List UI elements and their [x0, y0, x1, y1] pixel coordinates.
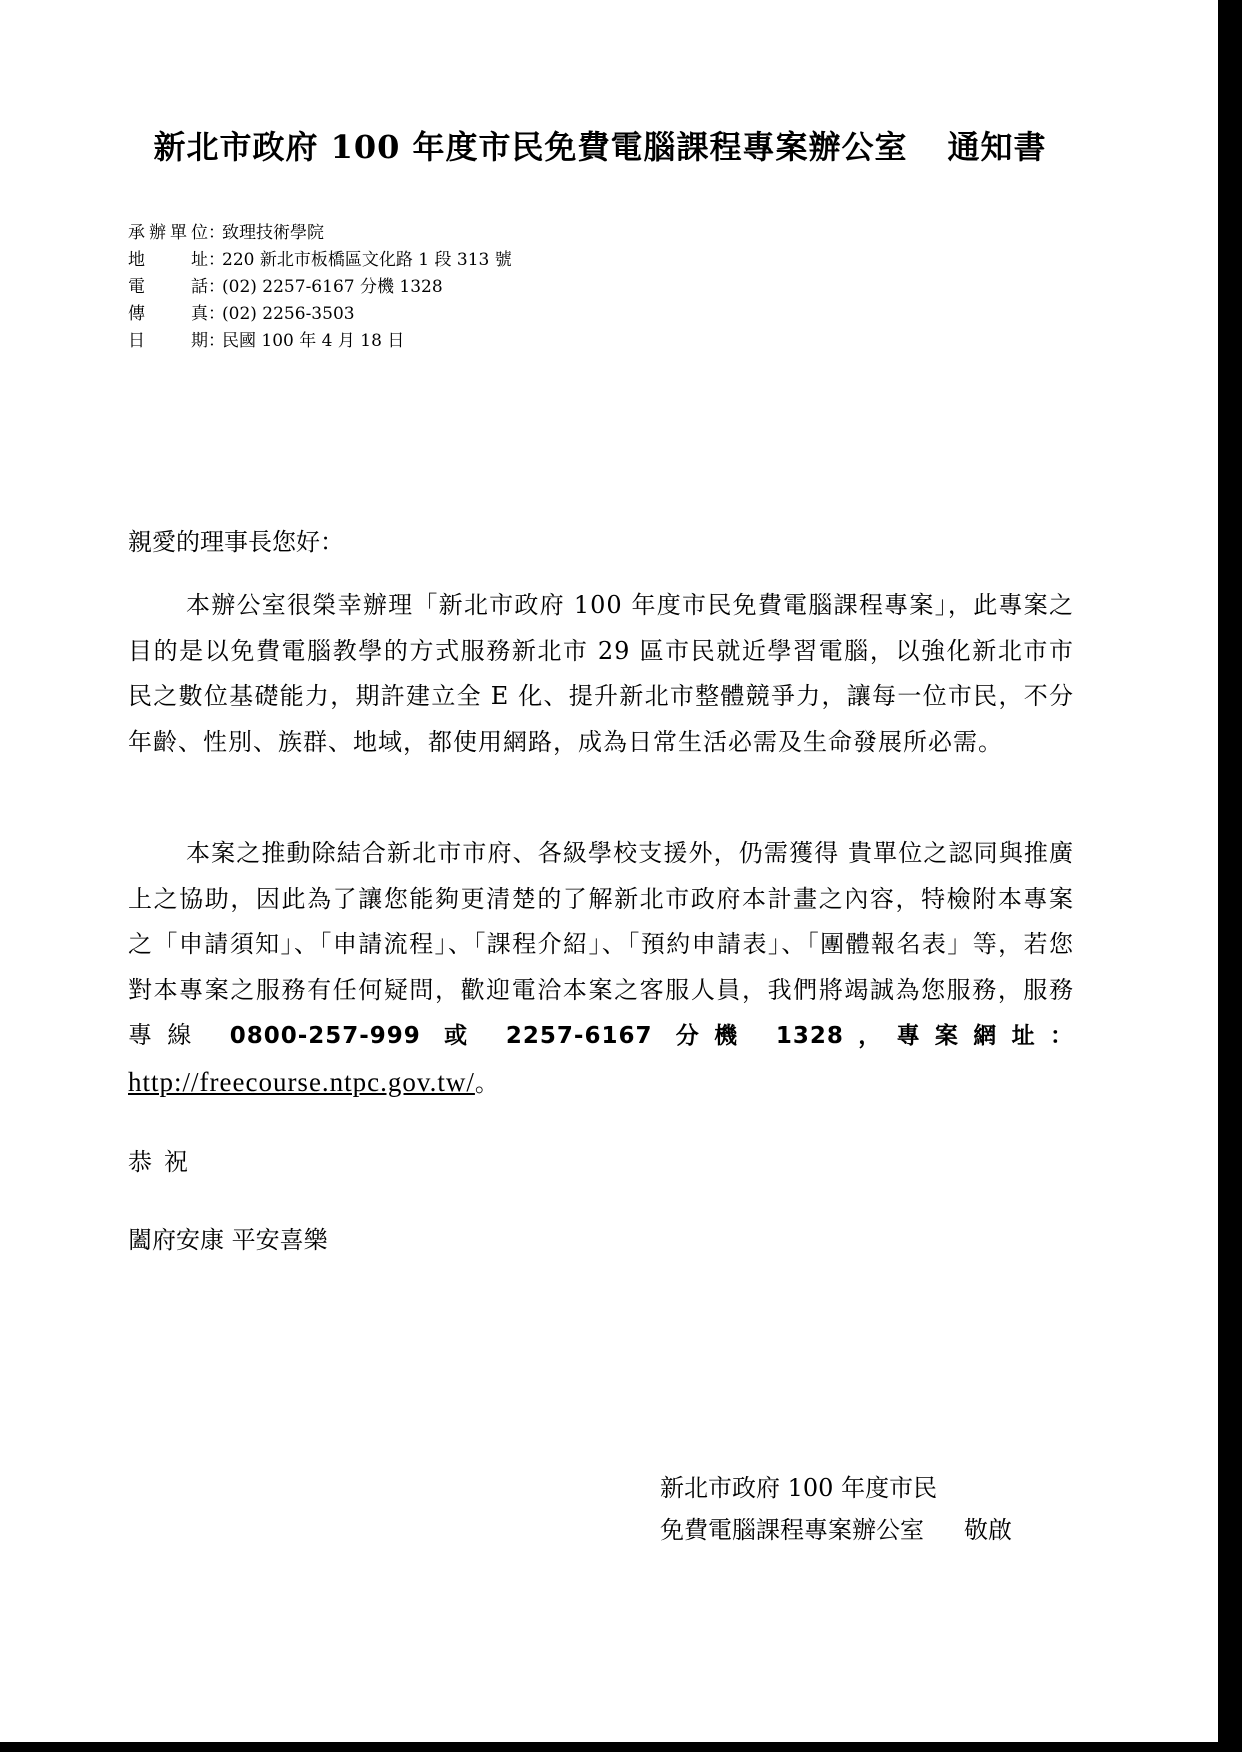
info-row-address: 地址：220 新北市板橋區文化路 1 段 313 號 — [128, 247, 512, 274]
body-paragraph-2 — [128, 831, 1074, 1106]
closing-line-2: 闔府安康 平安喜樂 — [128, 1226, 328, 1254]
title-suffix: 通知書 — [947, 128, 1047, 166]
signature-office: 免費電腦課程專案辦公室 — [660, 1516, 924, 1544]
signature-line-1: 新北市政府 100 年度市民 — [660, 1474, 938, 1502]
scan-edge-right — [1218, 0, 1242, 1752]
info-row-fax: 傳真：(02) 2256-3503 — [128, 301, 512, 328]
service-hotline: 0800-257-999 或 2257-6167 分機 1328，專案網址： — [229, 1023, 1074, 1049]
info-label: 地址 — [128, 250, 208, 270]
info-value: 致理技術學院 — [222, 223, 324, 243]
salutation: 親愛的理事長您好： — [128, 528, 344, 556]
paragraph-2-end: 。 — [474, 1068, 500, 1097]
info-value: (02) 2257-6167 分機 1328 — [222, 277, 443, 297]
title-main: 新北市政府 100 年度市民免費電腦課程專案辦公室 — [153, 128, 908, 166]
body-paragraph-1: 本辦公室很榮幸辦理「新北市政府 100 年度市民免費電腦課程專案」，此專案之目的是以免費電腦教學的方式服務新北市 29 區市民就近學習電腦，以強化新北市市民之數位基礎能力，期許建立全 E 化、提升新北市整體競爭力，讓每一位市民，不分年齡、性別、族群、地域，都使用網路，成為日常生活必需及生命發展所必需。 — [128, 591, 1074, 756]
sender-info-block — [128, 220, 512, 355]
signature-line-2 — [660, 1510, 1012, 1545]
info-row-phone: 電話：(02) 2257-6167 分機 1328 — [128, 274, 512, 301]
info-row-date: 日期：民國 100 年 4 月 18 日 — [128, 328, 512, 355]
signature-sign-off: 敬啟 — [964, 1516, 1012, 1544]
info-value: 220 新北市板橋區文化路 1 段 313 號 — [222, 250, 512, 270]
info-label: 日期 — [128, 331, 208, 351]
closing-line-1: 恭祝 — [128, 1148, 200, 1176]
project-url-link[interactable]: http://freecourse.ntpc.gov.tw/ — [128, 1066, 475, 1097]
document-title — [100, 122, 1100, 168]
info-label: 電話 — [128, 277, 208, 297]
info-value: 民國 100 年 4 月 18 日 — [222, 331, 405, 351]
paragraph-2-text: 本案之推動除結合新北市市府、各級學校支援外，仍需獲得 貴單位之認同與推廣上之協助，因此為了讓您能夠更清楚的了解新北市政府本計畫之內容，特檢附本專案之「申請須知」、「申請流程」、「課程介紹」、「預約申請表」、「團體報名表」等，若您對本專案之服務有任何疑問，歡迎電洽本案之客服人員，我們將竭誠為您服務，服務專線 — [128, 839, 1074, 1049]
scan-edge-bottom — [0, 1742, 1242, 1752]
info-label: 傳真 — [128, 304, 208, 324]
info-row-organizer: 承辦單位：致理技術學院 — [128, 220, 512, 247]
info-value: (02) 2256-3503 — [222, 304, 355, 324]
info-label: 承辦單位 — [128, 223, 208, 243]
